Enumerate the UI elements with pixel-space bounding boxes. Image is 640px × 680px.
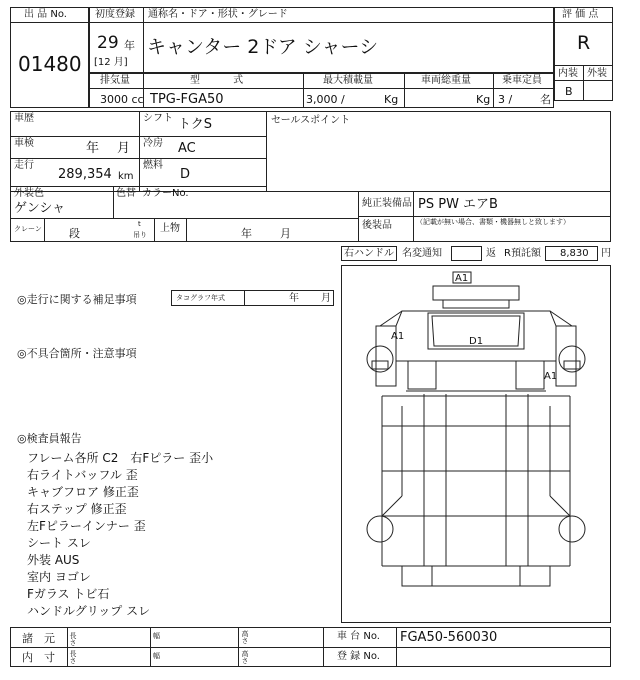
crane-stages: 段	[69, 227, 80, 240]
crane-lift: 吊り	[133, 231, 147, 239]
specs-row-label: 諸 元	[22, 632, 55, 645]
rhd-label: 右ハンドル	[344, 248, 394, 259]
rear-right-wheel	[559, 516, 585, 542]
front-left-wheel	[367, 346, 393, 372]
damage-mark-front: A1	[455, 273, 469, 284]
inspection-year-unit: 年	[86, 141, 100, 156]
damage-mark-right: A1	[544, 371, 558, 382]
tacho-month: 月	[321, 293, 331, 304]
inspector-lines	[27, 449, 213, 619]
interior-label: 内装	[558, 68, 578, 79]
inspector-line: キャブフロア 修正歪	[27, 485, 139, 499]
first-reg-month: [12 月]	[94, 57, 128, 68]
name-change-label: 名変通知	[402, 248, 442, 259]
inspector-line: フレーム各所 C2 右Fピラー 歪小	[27, 451, 214, 465]
first-reg-year: 29	[97, 33, 119, 53]
top-year: 年	[241, 227, 252, 240]
width-label-2: 幅	[153, 652, 160, 660]
vehicle-name: キャンター 2ドア シャーシ	[147, 36, 379, 58]
color-code-label: カラーNo.	[142, 188, 189, 199]
capacity-label: 乗車定員	[502, 75, 542, 86]
displacement: 3000 cc	[100, 93, 144, 106]
inspector-title: ◎検査員報告	[17, 432, 82, 445]
chassis-number: FGA50-560030	[400, 630, 498, 645]
max-load-label: 最大積載量	[323, 75, 373, 86]
exterior-color: ゲンシャ	[14, 201, 66, 216]
capacity: 3 /	[498, 93, 513, 106]
height-label-2: 高さ	[241, 650, 249, 664]
damage-mark-left: A1	[391, 331, 405, 342]
cooling-value: AC	[178, 141, 196, 156]
cooling-label: 冷房	[143, 138, 163, 149]
exterior-color-label: 外装色	[14, 188, 44, 199]
inspector-line: 左Fピラーインナー 歪	[27, 519, 146, 533]
crane-label: クレーン	[14, 225, 42, 233]
exterior-label: 外装	[587, 68, 607, 79]
aftermarket-note: （記載が無い場合、書類・機器無しと致します）	[416, 218, 570, 226]
max-load: 3,000 /	[306, 93, 345, 106]
truck-outline	[342, 266, 610, 622]
inspection-month-unit: 月	[117, 141, 131, 156]
front-right-wheel	[559, 346, 585, 372]
top-label: 上物	[160, 223, 180, 234]
tacho-label: タコグラフ年式	[176, 294, 225, 302]
supplement-title: ◎走行に関する補足事項	[17, 293, 137, 306]
inspector-line: 右ステップ 修正歪	[27, 502, 127, 516]
gross-weight-unit: Kg	[476, 93, 491, 106]
length-label: 長さ	[69, 632, 77, 646]
top-month: 月	[280, 227, 291, 240]
first-reg-label: 初度登録	[95, 9, 135, 20]
capacity-unit: 名	[540, 93, 551, 106]
lot-number: 01480	[18, 52, 82, 76]
tacho-year: 年	[289, 293, 299, 304]
inspector-line: 外装 AUS	[27, 553, 80, 567]
defects-title: ◎不具合箇所・注意事項	[17, 347, 137, 360]
return-label: 返	[486, 248, 496, 259]
deposit-label: R預託額	[504, 248, 541, 259]
chassis-label: 車 台 No.	[337, 631, 380, 642]
inspector-line: 右ライトバッフル 歪	[27, 468, 138, 482]
model: TPG-FGA50	[150, 92, 224, 107]
length-label-2: 長さ	[69, 650, 77, 664]
vehicle-name-label: 通称名・ドア・形状・グレード	[148, 9, 288, 20]
left-cab-side	[408, 361, 436, 389]
interior-grade: B	[565, 85, 573, 98]
mileage-unit: km	[118, 171, 134, 182]
rear-left-wheel	[367, 516, 393, 542]
deposit-unit: 円	[601, 248, 611, 259]
standard-equip: PS PW エアB	[418, 197, 498, 212]
fuel-value: D	[180, 167, 191, 182]
shift-value: トクS	[178, 117, 212, 132]
width-label: 幅	[153, 632, 160, 640]
truck-diagram	[341, 265, 611, 623]
name-change-box	[451, 246, 482, 261]
color-change-label: 色替	[116, 188, 136, 199]
sales-points-label: セールスポイント	[271, 115, 351, 126]
aftermarket-label: 後装品	[362, 220, 392, 231]
mileage-value: 289,354	[58, 167, 112, 182]
displacement-label: 排気量	[100, 75, 130, 86]
gross-weight-label: 車両総重量	[421, 75, 471, 86]
lot-number-label: 出 品 No.	[24, 9, 67, 20]
crane-ton: t	[138, 220, 141, 228]
height-label: 高さ	[241, 630, 249, 644]
inspector-line: 室内 ヨゴレ	[27, 570, 91, 584]
shift-label: シフト	[143, 113, 173, 124]
fuel-label: 燃料	[143, 160, 163, 171]
rating-label: 評 価 点	[562, 9, 599, 20]
front-bumper	[433, 286, 519, 300]
damage-mark-cab: D1	[469, 336, 484, 347]
year-unit: 年	[124, 39, 135, 52]
right-cab-side	[516, 361, 544, 389]
inspection-label: 車検	[14, 138, 34, 149]
deposit-value: 8,830	[560, 248, 589, 259]
standard-equip-label: 純正装備品	[362, 198, 412, 209]
model-label: 型 式	[190, 75, 244, 86]
inspector-line: Fガラス トビ石	[27, 587, 110, 601]
inspector-line: シート スレ	[27, 536, 91, 550]
mileage-label: 走行	[14, 160, 34, 171]
rating-value: R	[577, 32, 591, 54]
dims-row-label: 内 寸	[22, 651, 55, 664]
inspector-line: ハンドルグリップ スレ	[27, 604, 151, 618]
history-label: 車歴	[14, 113, 34, 124]
registration-label: 登 録 No.	[337, 651, 380, 662]
max-load-unit: Kg	[384, 93, 399, 106]
